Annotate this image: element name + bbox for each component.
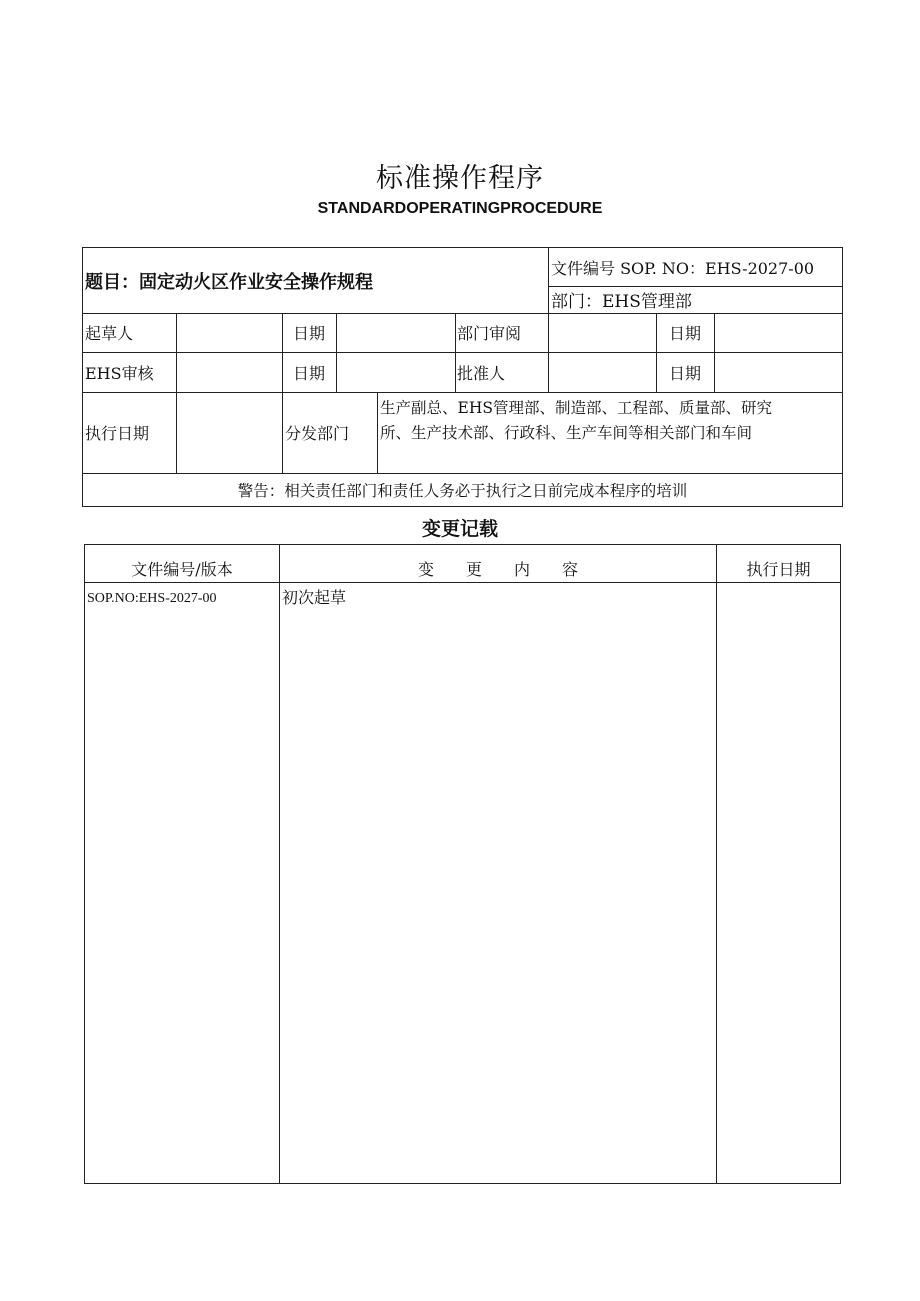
table-row-content: 初次起草 bbox=[282, 587, 347, 607]
column-header-doc: 文件编号/版本 bbox=[131, 559, 233, 579]
date-value bbox=[337, 352, 455, 392]
date-value bbox=[715, 352, 841, 392]
ehs-review-label: EHS审核 bbox=[85, 363, 154, 383]
column-header-content: 变 更 内 容 bbox=[417, 559, 578, 579]
date-label: 日期 bbox=[292, 363, 325, 383]
approver-label: 批准人 bbox=[457, 363, 506, 383]
date-label: 日期 bbox=[668, 324, 701, 343]
drafter-label: 起草人 bbox=[85, 324, 134, 343]
divider bbox=[455, 313, 456, 392]
divider bbox=[716, 545, 717, 1183]
approver-value bbox=[549, 352, 656, 392]
dist-dept-label: 分发部门 bbox=[285, 424, 350, 443]
drafter-value bbox=[177, 313, 282, 352]
column-header-date: 执行日期 bbox=[746, 559, 811, 579]
table-row-doc: SOP.NO:EHS-2027-00 bbox=[87, 591, 217, 606]
date-label: 日期 bbox=[292, 324, 325, 343]
divider bbox=[377, 392, 378, 473]
dept-review-value bbox=[549, 313, 656, 352]
divider bbox=[279, 545, 280, 1183]
date-value bbox=[715, 313, 841, 352]
table-row-date bbox=[719, 583, 839, 609]
page-subtitle: STANDARDOPERATINGPROCEDURE bbox=[317, 200, 603, 217]
doc-number: 文件编号 SOP. NO：EHS-2027-00 bbox=[551, 258, 815, 278]
page-title: 标准操作程序 bbox=[376, 163, 544, 194]
exec-date-value bbox=[177, 392, 282, 473]
ehs-review-value bbox=[177, 352, 282, 392]
dept-review-label: 部门审阅 bbox=[457, 324, 522, 343]
warning-text: 警告：相关责任部门和责任人务必于执行之日前完成本程序的培训 bbox=[237, 481, 688, 500]
change-record-title: 变更记载 bbox=[421, 518, 498, 540]
exec-date-label: 执行日期 bbox=[85, 424, 150, 443]
department: 部门：EHS管理部 bbox=[551, 292, 692, 312]
date-label: 日期 bbox=[668, 363, 701, 383]
dist-dept-line: 生产副总、EHS管理部、制造部、工程部、质量部、研究 bbox=[380, 399, 772, 417]
dist-dept-line: 所、生产技术部、行政科、生产车间等相关部门和车间 bbox=[380, 424, 753, 442]
sop-info-table bbox=[82, 247, 843, 507]
date-value bbox=[337, 313, 455, 352]
subject-title: 题目：固定动火区作业安全操作规程 bbox=[85, 271, 373, 293]
change-record-table bbox=[84, 544, 841, 1184]
